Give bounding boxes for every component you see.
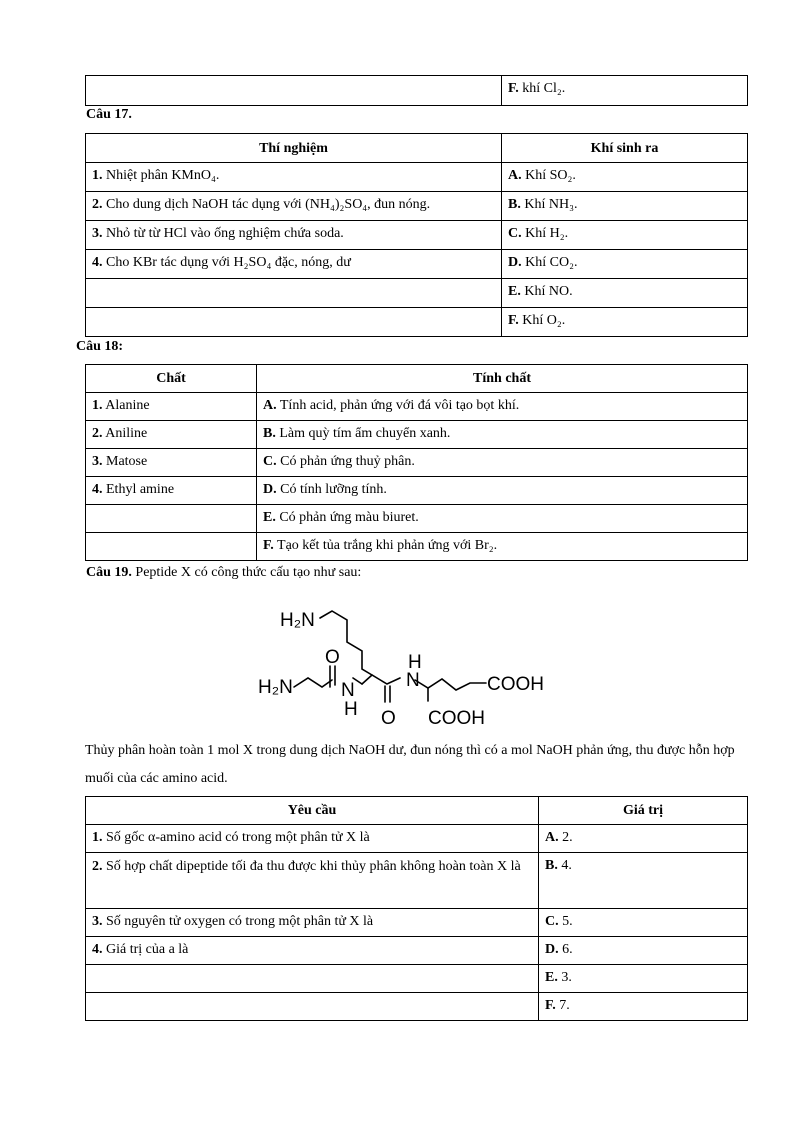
question-18-title: Câu 18: xyxy=(76,339,124,354)
column-header: Yêu cầu xyxy=(86,797,539,825)
h-left-label: H xyxy=(344,699,358,720)
table-row xyxy=(86,449,748,477)
table-row xyxy=(86,279,748,308)
left-cell xyxy=(86,965,539,993)
right-cell: A. Khí SO₂. xyxy=(502,163,748,192)
right-cell xyxy=(502,76,748,106)
right-cell: E. Có phản ứng màu biuret. xyxy=(257,505,748,533)
question-19-paragraph: Thủy phân hoàn toàn 1 mol X trong dung dịch NaOH dư, đun nóng thì có a mol NaOH phản ứng, thu được hỗn hợp muối của các amino acid. xyxy=(85,743,735,786)
table-row xyxy=(86,393,748,421)
o-top-label: O xyxy=(325,647,340,668)
left-cell: 3. Số nguyên tử oxygen có trong một phân tử X là xyxy=(86,909,539,937)
table-row xyxy=(86,421,748,449)
right-cell: E. 3. xyxy=(539,965,748,993)
column-header: Chất xyxy=(86,365,257,393)
right-cell: E. Khí NO. xyxy=(502,279,748,308)
left-cell: 2. Aniline xyxy=(86,421,257,449)
column-header: Giá trị xyxy=(539,797,748,825)
right-cell: B. 4. xyxy=(539,853,748,909)
left-cell: 4. Ethyl amine xyxy=(86,477,257,505)
left-cell: 3. Nhỏ từ từ HCl vào ống nghiệm chứa soda. xyxy=(86,221,502,250)
h2n-top-label: H₂N xyxy=(280,610,315,631)
column-header: Tính chất xyxy=(257,365,748,393)
question-19-title: Câu 19. Peptide X có công thức cấu tạo như sau: xyxy=(86,565,362,580)
right-cell: D. Có tính lưỡng tính. xyxy=(257,477,748,505)
table-row xyxy=(86,825,748,853)
right-cell: A. Tính acid, phản ứng với đá vôi tạo bọt khí. xyxy=(257,393,748,421)
right-cell: B. Khí NH₃. xyxy=(502,192,748,221)
table-row xyxy=(86,533,748,561)
table-header-row xyxy=(86,365,748,393)
left-cell: 1. Alanine xyxy=(86,393,257,421)
right-cell: F. Khí O₂. xyxy=(502,308,748,337)
table-header-row xyxy=(86,134,748,163)
left-cell: 2. Số hợp chất dipeptide tối đa thu được khi thủy phân không hoàn toàn X là xyxy=(86,853,539,909)
h-right-label: H xyxy=(408,652,422,673)
left-cell: 1. Số gốc α-amino acid có trong một phân tử X là xyxy=(86,825,539,853)
left-cell xyxy=(86,76,502,106)
table-row xyxy=(86,250,748,279)
question-17-title: Câu 17. xyxy=(86,107,132,122)
left-cell xyxy=(86,279,502,308)
table-row xyxy=(86,163,748,192)
option-letter: F. xyxy=(508,81,519,96)
table-row xyxy=(86,505,748,533)
left-cell: 4. Giá trị của a là xyxy=(86,937,539,965)
table-row xyxy=(86,477,748,505)
question-19-intro: Peptide X có công thức cấu tạo như sau: xyxy=(135,565,362,580)
left-cell: 3. Matose xyxy=(86,449,257,477)
right-cell: B. Làm quỳ tím ẩm chuyển xanh. xyxy=(257,421,748,449)
table-row xyxy=(86,937,748,965)
column-header: Khí sinh ra xyxy=(502,134,748,163)
table-row xyxy=(86,853,748,909)
table-row xyxy=(86,76,748,106)
left-cell: 4. Cho KBr tác dụng với H₂SO₄ đặc, nóng, dư xyxy=(86,250,502,279)
right-cell: C. Có phản ứng thuỷ phân. xyxy=(257,449,748,477)
left-cell xyxy=(86,308,502,337)
right-cell: C. Khí H₂. xyxy=(502,221,748,250)
peptide-structure-diagram xyxy=(250,598,560,730)
n-right-label: N xyxy=(406,670,420,691)
right-cell: A. 2. xyxy=(539,825,748,853)
column-header: Thí nghiệm xyxy=(86,134,502,163)
table-row xyxy=(86,308,748,337)
o-bottom-label: O xyxy=(381,708,396,729)
left-cell xyxy=(86,993,539,1021)
table-header-row xyxy=(86,797,748,825)
question-19-table xyxy=(85,796,748,1021)
table-row xyxy=(86,965,748,993)
right-cell: D. Khí CO₂. xyxy=(502,250,748,279)
left-cell: 2. Cho dung dịch NaOH tác dụng với (NH₄)₂SO₄, đun nóng. xyxy=(86,192,502,221)
table-row xyxy=(86,909,748,937)
table-row xyxy=(86,993,748,1021)
table-row xyxy=(86,221,748,250)
h2n-left-label: H₂N xyxy=(258,677,293,698)
question-17-table xyxy=(85,133,748,337)
left-cell xyxy=(86,533,257,561)
question-18-table xyxy=(85,364,748,561)
n-left-label: N xyxy=(341,680,355,701)
top-table xyxy=(85,75,748,106)
left-cell: 1. Nhiệt phân KMnO₄. xyxy=(86,163,502,192)
right-cell: F. 7. xyxy=(539,993,748,1021)
right-cell: D. 6. xyxy=(539,937,748,965)
right-cell: F. Tạo kết tủa trắng khi phản ứng với Br₂. xyxy=(257,533,748,561)
table-row xyxy=(86,192,748,221)
left-cell xyxy=(86,505,257,533)
right-cell: C. 5. xyxy=(539,909,748,937)
cooh-bottom-label: COOH xyxy=(428,708,485,729)
option-text: khí Cl₂. xyxy=(522,81,566,96)
cooh-right-label: COOH xyxy=(487,674,544,695)
